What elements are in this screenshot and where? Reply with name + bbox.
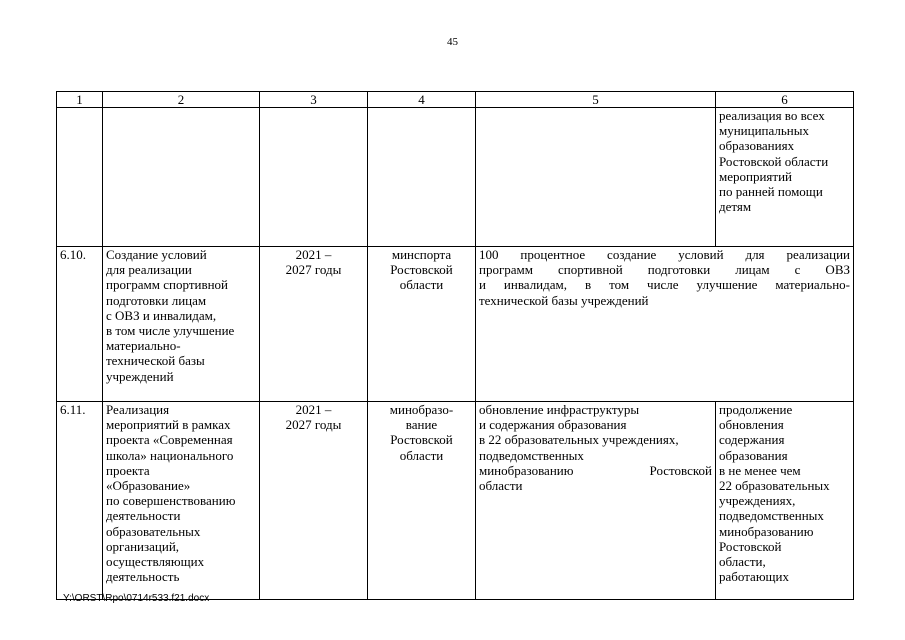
cell-text-line: 2027 годы: [285, 417, 342, 433]
table-row: [57, 108, 854, 247]
cell-text-line: образовательных: [106, 523, 201, 539]
period-cell: [260, 402, 368, 600]
cell-text-line: с ОВЗ и инвалидам,: [106, 307, 217, 323]
row-number: 6.11.: [57, 402, 103, 600]
cell-text-line: программ спортивной подготовки лицам с ОВЗ: [479, 262, 850, 278]
table-row: [57, 247, 854, 402]
column-header: 6: [716, 92, 854, 108]
column-header: 3: [260, 92, 368, 108]
cell-text-line: учреждений: [106, 368, 174, 384]
cell-text-line: области: [399, 277, 444, 293]
period-cell: [260, 247, 368, 402]
table-header-row: [57, 92, 854, 108]
cell-text-line: деятельность: [106, 569, 180, 585]
cell-text-line: минобразованию: [719, 523, 814, 539]
cell-text-line: реализация во всех: [719, 108, 825, 123]
cell-text-line: в не менее чем: [719, 462, 801, 478]
cell-text-line: области,: [719, 554, 766, 570]
cell-text-line: Создание условий: [106, 247, 207, 262]
cell-text-line: минобразо-: [389, 402, 454, 417]
cell-text-line: 22 образовательных: [719, 478, 830, 494]
cell-text-line: образованиях: [719, 138, 795, 154]
cell-text-line: Ростовской: [719, 538, 782, 554]
table-cell: [368, 108, 476, 247]
table-row: [57, 402, 854, 600]
cell-text-line: организаций,: [106, 538, 180, 554]
file-path-footer: Y:\ORST\Rpo\0714r533.f21.docx: [63, 593, 210, 604]
cell-text-line: школа» национального: [106, 447, 234, 463]
cell-text-line: технической базы: [106, 353, 205, 369]
cell-text-line: Ростовской области: [719, 153, 829, 169]
cell-text-line: в том числе улучшение: [106, 323, 235, 339]
cell-text-line: Ростовской: [390, 262, 453, 278]
page-number: 45: [447, 36, 458, 48]
cell-text-line: минобразованию Ростовской: [479, 462, 712, 478]
cell-text-line: проекта «Современная: [106, 432, 233, 448]
cell-text-line: обновление инфраструктуры: [479, 402, 640, 417]
cell-text-line: образования: [719, 447, 788, 463]
measures-table: [56, 91, 854, 600]
cell-text-line: Ростовской: [390, 432, 453, 448]
cell-text-line: области: [399, 447, 444, 463]
cell-text-line: детям: [719, 199, 752, 215]
cell-text-line: подведомственных: [479, 447, 584, 463]
cell-text-line: 100 процентное создание условий для реализации: [479, 247, 850, 262]
cell-text-line: мероприятий в рамках: [106, 417, 231, 433]
column-header: 5: [476, 92, 716, 108]
executor-cell: [368, 402, 476, 600]
cell-text-line: материально-: [106, 338, 181, 354]
column-header: 1: [57, 92, 103, 108]
table-cell: [57, 108, 103, 247]
cell-text-line: и содержания образования: [479, 417, 627, 433]
cell-text-line: 2027 годы: [285, 262, 342, 278]
cell-text-line: муниципальных: [719, 123, 810, 139]
column-header: 2: [103, 92, 260, 108]
cell-text-line: содержания: [719, 432, 785, 448]
cell-text-line: обновления: [719, 417, 784, 433]
executor-cell: [368, 247, 476, 402]
cell-text-line: подведомственных: [719, 508, 824, 524]
cell-text-line: программ спортивной: [106, 277, 229, 293]
cell-text-line: для реализации: [106, 262, 192, 278]
result-cell: [476, 402, 716, 600]
column-header: 4: [368, 92, 476, 108]
cell-text-line: работающих: [719, 569, 790, 585]
cell-text-line: осуществляющих: [106, 554, 205, 570]
cell-text-line: технической базы учреждений: [479, 292, 649, 308]
cell-text-line: области: [479, 478, 523, 494]
table-cell: [716, 108, 854, 247]
cell-text-line: «Образование»: [106, 478, 191, 494]
cell-text-line: по ранней помощи: [719, 184, 823, 200]
cell-text-line: 2021 –: [295, 247, 332, 262]
table-cell: [476, 108, 716, 247]
cell-text-line: проекта: [106, 462, 150, 478]
row-number: 6.10.: [57, 247, 103, 402]
table-cell: [103, 108, 260, 247]
cell-text-line: деятельности: [106, 508, 181, 524]
table-cell: [260, 108, 368, 247]
cell-text-line: и инвалидам, в том числе улучшение материально-: [479, 277, 850, 293]
target-cell: [716, 402, 854, 600]
cell-text-line: мероприятий: [719, 168, 792, 184]
cell-text-line: Реализация: [106, 402, 170, 417]
cell-text-line: подготовки лицам: [106, 292, 207, 308]
measure-name: [103, 402, 260, 600]
result-cell: [476, 247, 854, 402]
cell-text-line: 2021 –: [295, 402, 332, 417]
measure-name: [103, 247, 260, 402]
cell-text-line: по совершенствованию: [106, 493, 236, 509]
cell-text-line: в 22 образовательных учреждениях,: [479, 432, 679, 448]
cell-text-line: продолжение: [719, 402, 793, 417]
cell-text-line: минспорта: [391, 247, 452, 262]
cell-text-line: учреждениях,: [719, 493, 796, 509]
cell-text-line: вание: [405, 417, 438, 433]
